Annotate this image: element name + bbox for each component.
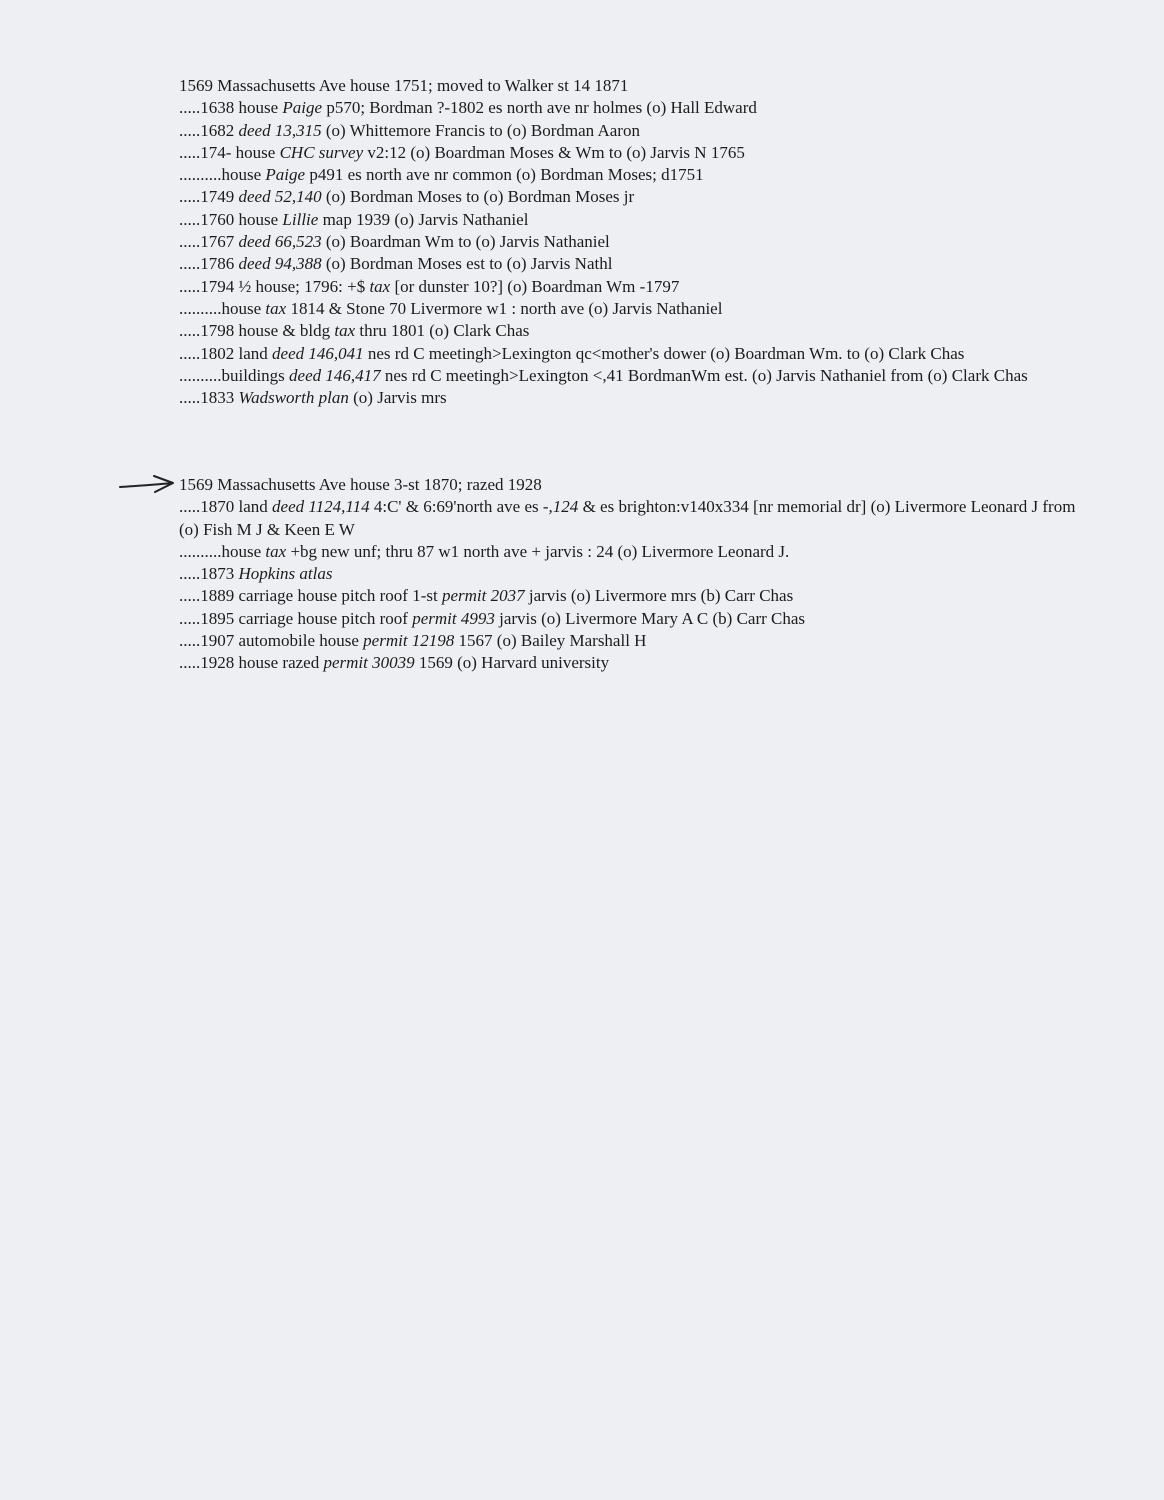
entry-text: .....1873 (179, 564, 239, 584)
entry-text: .....1638 house (179, 98, 283, 118)
entry-text: .....1870 land (179, 497, 273, 517)
entry-text: .....1786 (179, 254, 239, 274)
entry-text: .....1767 (179, 232, 239, 252)
record-entry (179, 164, 1084, 186)
entry-text: .....174- house (179, 142, 280, 162)
entry-text: .....1682 (179, 120, 239, 140)
source-citation: deed 52,140 (238, 187, 322, 207)
source-citation: deed 13,315 (238, 120, 322, 140)
entry-text: jarvis (o) Livermore Mary A C (b) Carr Chas (494, 608, 806, 628)
record-entry (179, 652, 1084, 674)
source-citation: tax (334, 321, 356, 341)
source-citation: deed 146,041 (272, 343, 364, 363)
source-citation: Paige (282, 98, 323, 118)
record-entry (179, 120, 1084, 142)
record-entry (179, 231, 1084, 253)
record-entry (179, 276, 1084, 298)
entry-text: .....1794 ½ house; 1796: +$ (179, 276, 370, 296)
source-citation: tax (369, 276, 391, 296)
entry-text: ..........house (179, 541, 266, 561)
entry-text: map 1939 (o) Jarvis Nathaniel (318, 209, 529, 229)
record-entry (179, 320, 1084, 342)
entry-text: [or dunster 10?] (o) Boardman Wm -1797 (390, 276, 680, 296)
source-citation: Paige (265, 165, 306, 185)
entry-text: .....1760 house (179, 209, 283, 229)
entry-text: p491 es north ave nr common (o) Bordman Moses; d1751 (305, 165, 704, 185)
entry-text: 1814 & Stone 70 Livermore w1 : north ave (o) Jarvis Nathaniel (286, 298, 723, 318)
entry-text: ..........buildings (179, 365, 290, 385)
source-citation: Hopkins atlas (238, 564, 333, 584)
source-citation: permit 12198 (363, 631, 455, 651)
entry-text: v2:12 (o) Boardman Moses & Wm to (o) Jarvis N 1765 (363, 142, 745, 162)
entry-text: .....1889 carriage house pitch roof 1-st (179, 586, 442, 606)
entry-text: 4:C' & 6:69'north ave es (369, 497, 543, 517)
entry-text: & es brighton:v140x334 [nr memorial dr] (o) Livermore Leonard J from (o) Fish M J & Keen E W (179, 497, 1076, 539)
source-citation: deed 66,523 (238, 232, 322, 252)
source-citation: deed 146,417 (289, 365, 381, 385)
entry-text: .....1833 (179, 388, 239, 408)
record-entry (179, 496, 1084, 541)
record-entry (179, 209, 1084, 231)
entry-text: (o) Jarvis mrs (348, 388, 447, 408)
entry-text: .....1749 (179, 187, 239, 207)
record-entry (179, 630, 1084, 652)
record-entry (179, 387, 1084, 409)
record-entries (179, 97, 1084, 409)
source-citation: tax (265, 541, 287, 561)
entry-text: +bg new unf; thru 87 w1 north ave + jarvis : 24 (o) Livermore Leonard J. (286, 541, 790, 561)
hand-drawn-arrow-icon (118, 473, 176, 495)
record-entry (179, 541, 1084, 563)
entry-text: ..........house (179, 165, 266, 185)
record-entry (179, 97, 1084, 119)
record-entry (179, 298, 1084, 320)
source-citation: permit 30039 (323, 653, 415, 673)
record-entries (179, 496, 1084, 674)
source-citation: deed 94,388 (238, 254, 322, 274)
entry-text: thru 1801 (o) Clark Chas (355, 321, 530, 341)
entry-text: .....1798 house & bldg (179, 321, 335, 341)
property-record-1751 (179, 75, 1084, 409)
entry-text: (o) Bordman Moses est to (o) Jarvis Nathl (321, 254, 613, 274)
record-entry (179, 563, 1084, 585)
record-heading: 1569 Massachusetts Ave house 1751; moved to Walker st 14 1871 (179, 76, 629, 95)
source-citation: CHC survey (279, 142, 364, 162)
record-entry (179, 608, 1084, 630)
record-entry (179, 253, 1084, 275)
source-citation: permit 2037 (441, 586, 525, 606)
record-entry (179, 186, 1084, 208)
entry-text: 1567 (o) Bailey Marshall H (454, 631, 647, 651)
property-record-1870 (179, 474, 1084, 675)
entry-text: p570; Bordman ?-1802 es north ave nr holmes (o) Hall Edward (322, 98, 757, 118)
entry-text: .....1928 house razed (179, 653, 324, 673)
source-citation: Lillie (282, 209, 319, 229)
entry-text: ..........house (179, 298, 266, 318)
record-entry (179, 343, 1084, 365)
source-citation: permit 4993 (412, 608, 495, 628)
entry-text: 1569 (o) Harvard university (414, 653, 610, 673)
entry-text: (o) Bordman Moses to (o) Bordman Moses jr (321, 187, 635, 207)
record-entry (179, 142, 1084, 164)
entry-text: .....1895 carriage house pitch roof (179, 608, 413, 628)
record-entry (179, 365, 1084, 387)
source-citation: Wadsworth plan (238, 388, 349, 408)
entry-text: (o) Boardman Wm to (o) Jarvis Nathaniel (321, 232, 610, 252)
entry-text: jarvis (o) Livermore mrs (b) Carr Chas (524, 586, 794, 606)
entry-text: (o) Whittemore Francis to (o) Bordman Aaron (321, 120, 640, 140)
entry-text: nes rd C meetingh>Lexington <,41 BordmanWm est. (o) Jarvis Nathaniel from (o) Clark Chas (380, 365, 1028, 385)
record-entry (179, 585, 1084, 607)
entry-text: .....1907 automobile house (179, 631, 364, 651)
entry-text: .....1802 land (179, 343, 273, 363)
record-heading: 1569 Massachusetts Ave house 3-st 1870; razed 1928 (179, 475, 542, 494)
source-citation: -,124 (542, 497, 579, 517)
entry-text: nes rd C meetingh>Lexington qc<mother's dower (o) Boardman Wm. to (o) Clark Chas (363, 343, 965, 363)
source-citation: deed 1124,114 (272, 497, 370, 517)
source-citation: tax (265, 298, 287, 318)
